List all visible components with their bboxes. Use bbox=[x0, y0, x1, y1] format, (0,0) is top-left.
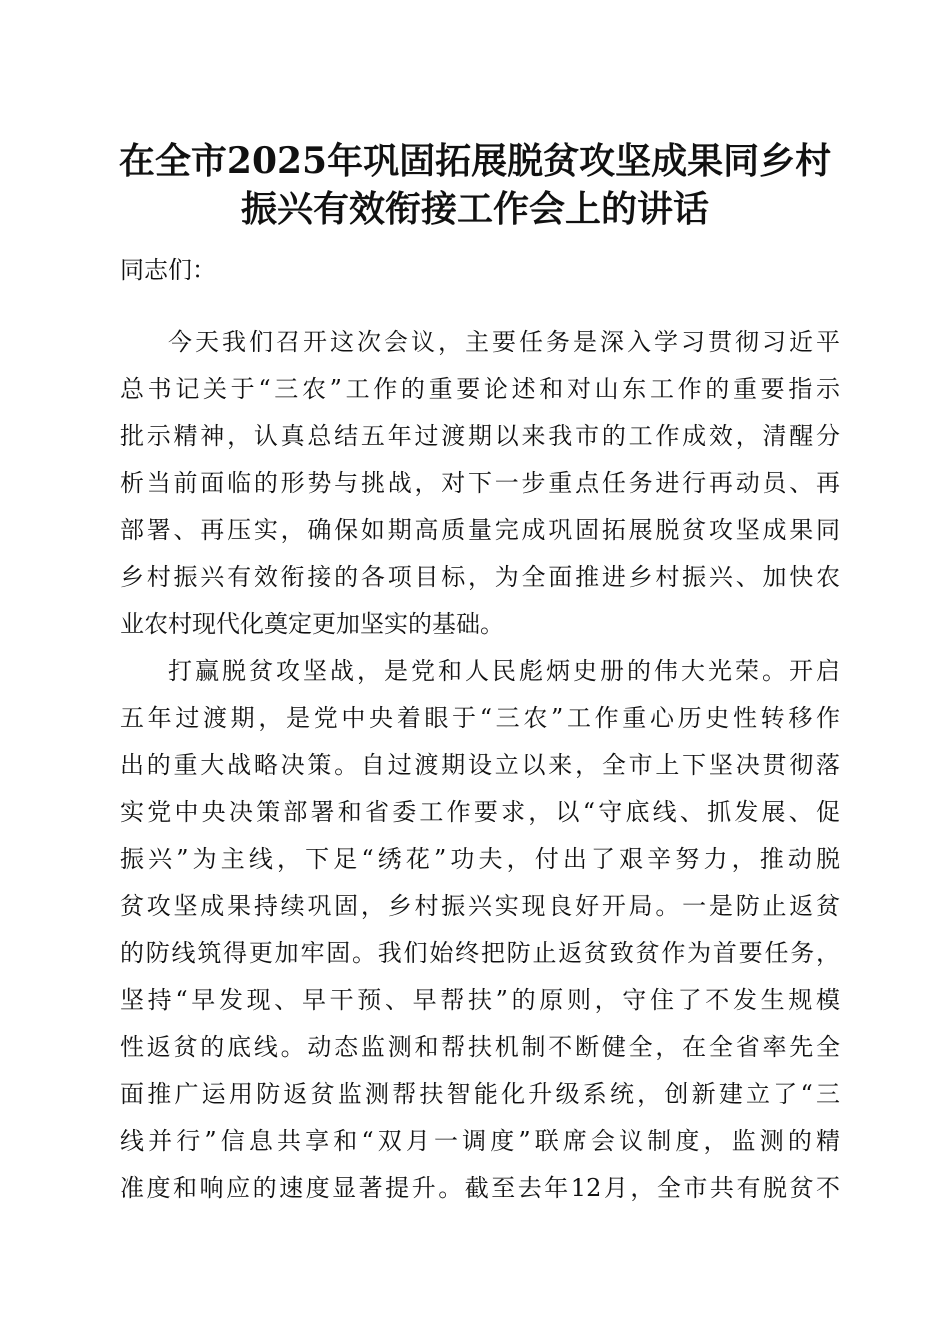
body-line: 打赢脱贫攻坚战，是党和人民彪炳史册的伟大光荣。开启 bbox=[168, 657, 840, 685]
body-line: 析当前面临的形势与挑战，对下一步重点任务进行再动员、再 bbox=[120, 469, 840, 497]
body-line: 五年过渡期，是党中央着眼于“三农”工作重心历史性转移作 bbox=[120, 704, 840, 732]
body-line: 乡村振兴有效衔接的各项目标，为全面推进乡村振兴、加快农 bbox=[120, 563, 840, 591]
body-line: 出的重大战略决策。自过渡期设立以来，全市上下坚决贯彻落 bbox=[120, 751, 840, 779]
body-line: 面推广运用防返贫监测帮扶智能化升级系统，创新建立了“三 bbox=[120, 1080, 840, 1108]
document-title-line-1: 在全市2025年巩固拓展脱贫攻坚成果同乡村 bbox=[118, 140, 832, 182]
body-line: 部署、再压实，确保如期高质量完成巩固拓展脱贫攻坚成果同 bbox=[120, 516, 840, 544]
body-line: 批示精神，认真总结五年过渡期以来我市的工作成效，清醒分 bbox=[120, 422, 840, 450]
body-line: 总书记关于“三农”工作的重要论述和对山东工作的重要指示 bbox=[120, 375, 840, 403]
body-line: 坚持“早发现、早干预、早帮扶”的原则，守住了不发生规模 bbox=[120, 986, 840, 1014]
body-line: 业农村现代化奠定更加坚实的基础。 bbox=[120, 610, 504, 638]
salutation: 同志们： bbox=[120, 256, 216, 284]
body-line: 性返贫的底线。动态监测和帮扶机制不断健全，在全省率先全 bbox=[120, 1033, 840, 1061]
body-line: 贫攻坚成果持续巩固，乡村振兴实现良好开局。一是防止返贫 bbox=[120, 892, 840, 920]
body-line: 线并行”信息共享和“双月一调度”联席会议制度，监测的精 bbox=[120, 1127, 840, 1155]
body-line: 今天我们召开这次会议，主要任务是深入学习贯彻习近平 bbox=[168, 328, 840, 356]
body-line: 振兴”为主线，下足“绣花”功夫，付出了艰辛努力，推动脱 bbox=[120, 845, 840, 873]
body-line: 实党中央决策部署和省委工作要求，以“守底线、抓发展、促 bbox=[120, 798, 840, 826]
document-title-line-2: 振兴有效衔接工作会上的讲话 bbox=[240, 188, 709, 230]
body-line: 的防线筑得更加牢固。我们始终把防止返贫致贫作为首要任务， bbox=[120, 939, 840, 967]
body-line: 准度和响应的速度显著提升。截至去年12月，全市共有脱贫不 bbox=[120, 1174, 840, 1202]
